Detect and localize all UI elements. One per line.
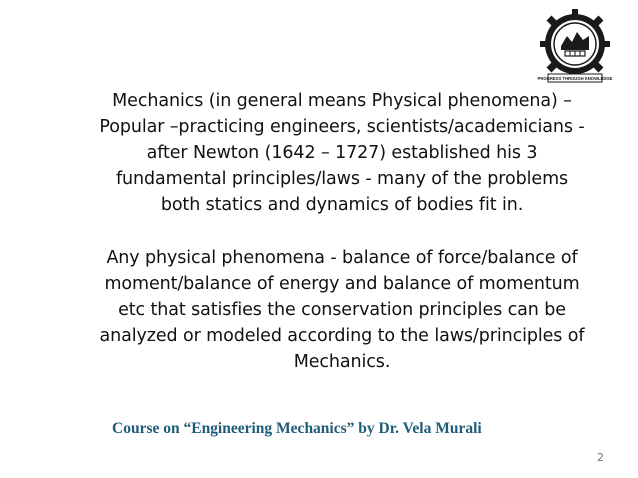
page-number: 2 [597, 451, 604, 464]
text-line: both statics and dynamics of bodies fit in. [160, 195, 524, 215]
paragraph-mechanics-intro [86, 88, 598, 218]
text-line: Popular –practicing engineers, scientists/academicians - [99, 117, 585, 137]
text-line: Mechanics. [293, 352, 391, 372]
institution-seal-icon [534, 6, 616, 84]
text-line: etc that satisfies the conservation principles can be [118, 300, 566, 320]
text-line: after Newton (1642 – 1727) established his 3 [146, 143, 538, 163]
text-line: moment/balance of energy and balance of momentum [104, 274, 580, 294]
text-line: fundamental principles/laws - many of the problems [115, 169, 569, 189]
course-credit: Course on “Engineering Mechanics” by Dr. Vela Murali [112, 420, 482, 437]
text-line: analyzed or modeled according to the laws/principles of [99, 326, 585, 346]
logo-motto: PROGRESS THROUGH KNOWLEDGE [537, 76, 613, 81]
text-line: Mechanics (in general means Physical phenomena) – [112, 91, 572, 111]
text-line: Any physical phenomena - balance of force/balance of [106, 248, 578, 268]
paragraph-physical-phenomena [86, 245, 598, 375]
